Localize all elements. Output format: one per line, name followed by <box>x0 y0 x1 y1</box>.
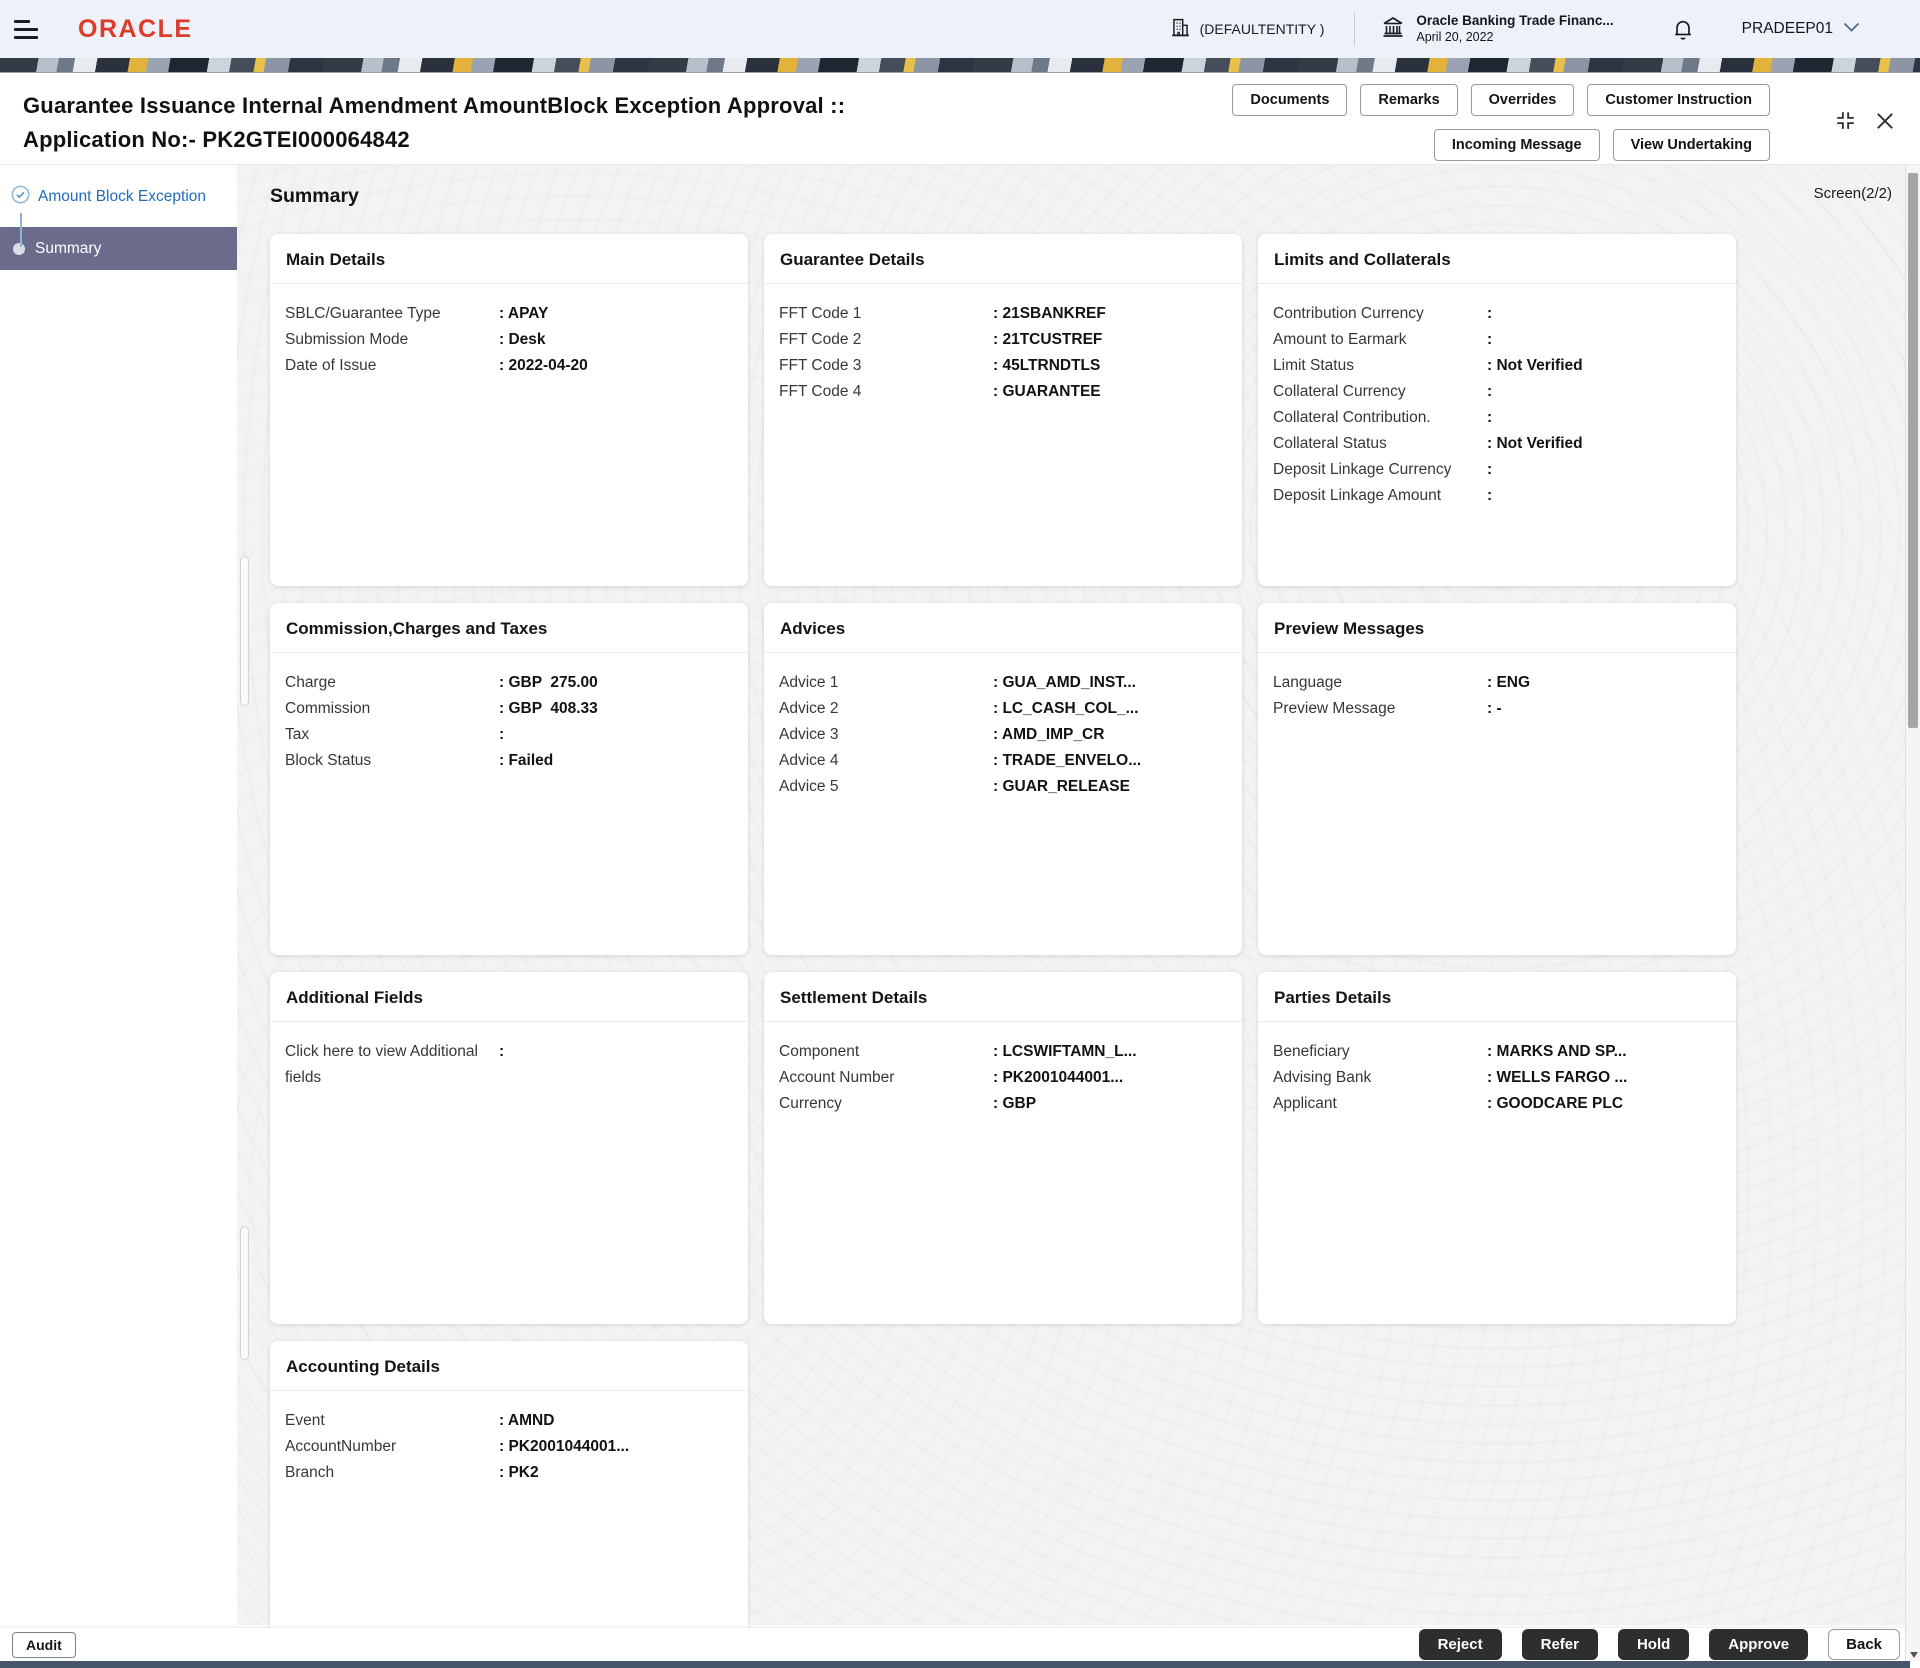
field-value: : Not Verified <box>1487 431 1583 457</box>
user-menu[interactable] <box>1742 20 1860 38</box>
sidebar-item-summary[interactable] <box>0 227 237 270</box>
field-value: : ENG <box>1487 670 1530 696</box>
field-value <box>1487 379 1496 405</box>
step-connector-line <box>20 213 22 247</box>
field-row <box>285 301 734 327</box>
field-label: Advice 3 <box>779 726 839 743</box>
topbar-divider <box>1354 12 1355 46</box>
field-value: : 2022-04-20 <box>499 353 588 379</box>
field-value: : AMD_IMP_CR <box>993 722 1104 748</box>
field-row <box>285 722 734 748</box>
field-row <box>285 696 734 722</box>
field-label: FFT Code 2 <box>779 331 862 348</box>
card-body <box>1258 1022 1736 1117</box>
field-row <box>1273 353 1722 379</box>
field-label: Amount to Earmark <box>1273 331 1407 348</box>
sidebar-scrollbar[interactable] <box>240 556 249 706</box>
card-settlement-details <box>764 972 1242 1324</box>
field-row <box>1273 457 1722 483</box>
field-label: FFT Code 1 <box>779 305 862 322</box>
field-value: : GUAR_RELEASE <box>993 774 1130 800</box>
field-label: Language <box>1273 674 1342 691</box>
chevron-down-icon <box>1843 20 1860 38</box>
field-label: Tax <box>285 726 310 743</box>
field-row <box>1273 483 1722 509</box>
field-label: Applicant <box>1273 1095 1337 1112</box>
field-value: : LCSWIFTAMN_L... <box>993 1039 1137 1065</box>
scrollbar-down-arrow-icon[interactable] <box>1910 1652 1918 1658</box>
audit-button[interactable]: Audit <box>12 1632 76 1658</box>
field-row <box>285 327 734 353</box>
field-label: Advice 4 <box>779 752 839 769</box>
field-row <box>1273 431 1722 457</box>
field-label: Advising Bank <box>1273 1069 1372 1086</box>
remarks-button[interactable]: Remarks <box>1360 84 1457 116</box>
field-value: : MARKS AND SP... <box>1487 1039 1627 1065</box>
field-label: Branch <box>285 1464 335 1481</box>
field-row <box>1273 696 1722 722</box>
field-row <box>779 353 1228 379</box>
field-value: : AMND <box>499 1408 554 1434</box>
field-label: Account Number <box>779 1069 895 1086</box>
field-value: : 45LTRNDTLS <box>993 353 1100 379</box>
view-undertaking-button[interactable]: View Undertaking <box>1613 129 1770 161</box>
field-label: Date of Issue <box>285 357 377 374</box>
sidebar-scrollbar[interactable] <box>240 1226 249 1360</box>
field-row <box>779 696 1228 722</box>
field-row <box>779 748 1228 774</box>
page-title: Guarantee Issuance Internal Amendment AmountBlock Exception Approval :: <box>23 93 846 118</box>
hamburger-menu-icon[interactable] <box>14 19 40 39</box>
card-accounting-details <box>270 1341 748 1637</box>
card-advices <box>764 603 1242 955</box>
card-guarantee-details <box>764 234 1242 586</box>
field-row <box>779 774 1228 800</box>
topbar-right-cluster <box>1170 12 1860 46</box>
field-value: : GBP 408.33 <box>499 696 598 722</box>
action-footer <box>0 1628 1920 1661</box>
field-label: Advice 5 <box>779 778 839 795</box>
app-branch-info[interactable] <box>1381 13 1613 45</box>
horizontal-scrollbar[interactable] <box>0 1661 1910 1668</box>
card-commission-charges-and-taxes <box>270 603 748 955</box>
card-body <box>764 1022 1242 1117</box>
vertical-scrollbar-thumb[interactable] <box>1908 173 1918 728</box>
field-row <box>779 1091 1228 1117</box>
application-number: Application No:- PK2GTEI000064842 <box>23 127 410 152</box>
field-row <box>1273 405 1722 431</box>
card-body <box>270 1391 748 1486</box>
entity-label: (DEFAULTENTITY ) <box>1199 21 1325 37</box>
card-limits-and-collaterals <box>1258 234 1736 586</box>
field-value: : GOODCARE PLC <box>1487 1091 1623 1117</box>
field-value: : Failed <box>499 748 553 774</box>
field-value <box>1487 457 1496 483</box>
card-body <box>270 653 748 774</box>
field-label: Advice 2 <box>779 700 839 717</box>
field-value: : PK2001044001... <box>993 1065 1123 1091</box>
card-title: Preview Messages <box>1258 603 1736 653</box>
card-title: Settlement Details <box>764 972 1242 1022</box>
card-title: Commission,Charges and Taxes <box>270 603 748 653</box>
check-circle-icon <box>11 185 30 209</box>
card-title: Additional Fields <box>270 972 748 1022</box>
substep-label: Summary <box>35 239 102 257</box>
summary-heading: Summary <box>270 185 359 207</box>
hold-button[interactable]: Hold <box>1618 1629 1689 1660</box>
sidebar-item-amount-block-exception[interactable] <box>0 165 237 209</box>
card-title: Limits and Collaterals <box>1258 234 1736 284</box>
bank-icon <box>1381 15 1405 44</box>
field-row <box>285 748 734 774</box>
field-value: : WELLS FARGO ... <box>1487 1065 1627 1091</box>
field-row <box>779 379 1228 405</box>
step-label: Amount Block Exception <box>38 188 207 205</box>
overrides-button[interactable]: Overrides <box>1471 84 1575 116</box>
field-row <box>779 1039 1228 1065</box>
field-label: Deposit Linkage Currency <box>1273 461 1452 478</box>
app-name: Oracle Banking Trade Financ... <box>1416 13 1614 28</box>
building-icon <box>1170 17 1191 41</box>
field-value <box>1487 327 1496 353</box>
field-value: : PK2001044001... <box>499 1434 629 1460</box>
field-row <box>1273 670 1722 696</box>
field-row <box>779 301 1228 327</box>
field-label: Contribution Currency <box>1273 305 1424 322</box>
field-row <box>1273 1065 1722 1091</box>
field-value: : PK2 <box>499 1460 539 1486</box>
collapse-icon[interactable] <box>1835 110 1856 131</box>
username: PRADEEP01 <box>1741 20 1833 37</box>
field-label: Event <box>285 1412 325 1429</box>
field-row <box>779 670 1228 696</box>
card-body <box>270 284 748 379</box>
field-value: : GBP <box>993 1091 1036 1117</box>
field-label: Charge <box>285 674 336 691</box>
app-date: April 20, 2022 <box>1416 30 1494 44</box>
reject-button[interactable]: Reject <box>1419 1629 1502 1660</box>
field-label: Commission <box>285 700 371 717</box>
approve-button[interactable]: Approve <box>1709 1629 1808 1660</box>
field-label: Preview Message <box>1273 700 1396 717</box>
card-title: Accounting Details <box>270 1341 748 1391</box>
field-value: : 21TCUSTREF <box>993 327 1102 353</box>
card-body <box>270 1022 748 1091</box>
decorative-banner <box>0 58 1920 73</box>
field-row <box>285 353 734 379</box>
field-value: : APAY <box>499 301 548 327</box>
entity-selector[interactable] <box>1170 17 1325 41</box>
field-value: : GUA_AMD_INST... <box>993 670 1136 696</box>
field-row <box>779 1065 1228 1091</box>
field-row <box>1273 1039 1722 1065</box>
field-row <box>285 1434 734 1460</box>
field-label: Advice 1 <box>779 674 839 691</box>
summary-cards-grid <box>270 234 1736 1637</box>
field-label: Collateral Contribution. <box>1273 409 1431 426</box>
oracle-logo: ORACLE <box>78 14 193 43</box>
field-label: Deposit Linkage Amount <box>1273 487 1442 504</box>
summary-panel <box>237 165 1920 1625</box>
field-value: : Desk <box>499 327 546 353</box>
card-body <box>764 284 1242 405</box>
field-value: : GBP 275.00 <box>499 670 598 696</box>
field-row <box>1273 1091 1722 1117</box>
card-title: Parties Details <box>1258 972 1736 1022</box>
bullet-icon <box>13 243 25 255</box>
back-button[interactable]: Back <box>1828 1629 1900 1660</box>
field-value <box>1487 405 1496 431</box>
field-row <box>779 722 1228 748</box>
field-row <box>285 1039 734 1091</box>
card-body <box>1258 653 1736 722</box>
field-row <box>1273 327 1722 353</box>
top-bar <box>0 0 1920 58</box>
refer-button[interactable]: Refer <box>1522 1629 1598 1660</box>
field-label: FFT Code 3 <box>779 357 862 374</box>
field-row <box>285 670 734 696</box>
field-value <box>499 1039 508 1091</box>
customer-instruction-button[interactable]: Customer Instruction <box>1587 84 1770 116</box>
field-value: : TRADE_ENVELO... <box>993 748 1141 774</box>
close-icon[interactable] <box>1876 112 1894 130</box>
card-title: Advices <box>764 603 1242 653</box>
field-label: Block Status <box>285 752 372 769</box>
field-value: : 21SBANKREF <box>993 301 1106 327</box>
card-additional-fields <box>270 972 748 1324</box>
vertical-scrollbar[interactable] <box>1905 165 1920 1661</box>
field-label: Limit Status <box>1273 357 1354 374</box>
field-value: : Not Verified <box>1487 353 1583 379</box>
field-row <box>779 327 1228 353</box>
field-label: Currency <box>779 1095 842 1112</box>
incoming-message-button[interactable]: Incoming Message <box>1434 129 1600 161</box>
card-body <box>764 653 1242 800</box>
field-label: AccountNumber <box>285 1438 397 1455</box>
field-row <box>285 1460 734 1486</box>
field-label[interactable]: Click here to view Additional fields <box>285 1043 478 1086</box>
field-label: SBLC/Guarantee Type <box>285 305 441 322</box>
card-title: Main Details <box>270 234 748 284</box>
field-value: : - <box>1487 696 1502 722</box>
step-sidebar <box>0 165 237 1625</box>
screen-indicator: Screen(2/2) <box>1813 185 1892 202</box>
notifications-bell-icon[interactable] <box>1672 17 1694 41</box>
field-value <box>1487 483 1496 509</box>
field-value: : GUARANTEE <box>993 379 1101 405</box>
card-body <box>1258 284 1736 509</box>
field-value <box>1487 301 1496 327</box>
field-label: Collateral Currency <box>1273 383 1406 400</box>
field-row <box>1273 379 1722 405</box>
card-parties-details <box>1258 972 1736 1324</box>
card-preview-messages <box>1258 603 1736 955</box>
field-value: : LC_CASH_COL_... <box>993 696 1139 722</box>
field-label: Collateral Status <box>1273 435 1387 452</box>
field-label: Beneficiary <box>1273 1043 1350 1060</box>
field-label: Component <box>779 1043 860 1060</box>
card-main-details <box>270 234 748 586</box>
field-row <box>285 1408 734 1434</box>
card-title: Guarantee Details <box>764 234 1242 284</box>
field-value <box>499 722 508 748</box>
documents-button[interactable]: Documents <box>1232 84 1347 116</box>
field-row <box>1273 301 1722 327</box>
page-header <box>0 73 1920 165</box>
field-label: FFT Code 4 <box>779 383 862 400</box>
field-label: Submission Mode <box>285 331 409 348</box>
